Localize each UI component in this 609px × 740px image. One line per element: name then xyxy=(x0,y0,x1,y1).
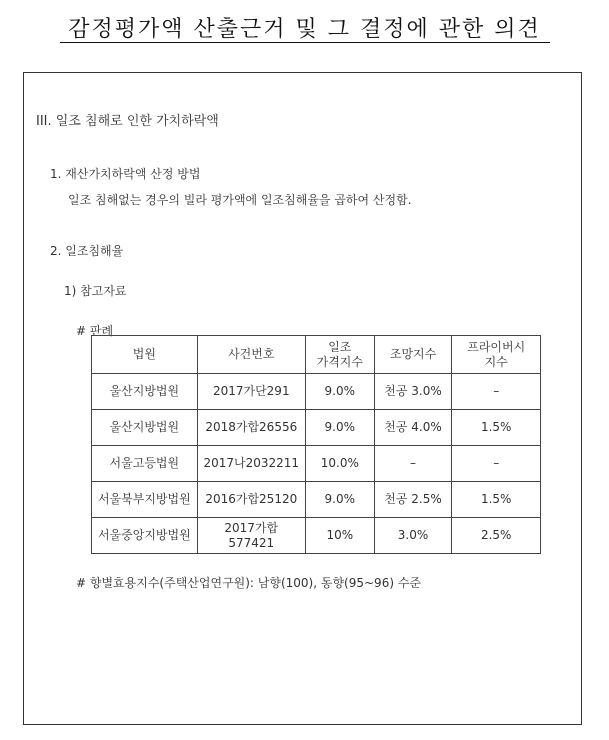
footnote: # 향별효용지수(주택산업연구원): 남향(100), 동향(95~96) 수준 xyxy=(76,576,422,590)
table-row xyxy=(92,446,541,482)
document-title: 감정평가액 산출근거 및 그 결정에 관한 의견 xyxy=(68,17,541,42)
cell-privacy-index: – xyxy=(452,446,541,482)
cell-court: 울산지방법원 xyxy=(92,410,198,446)
title-underline xyxy=(60,42,550,43)
cell-view-index: 천공 3.0% xyxy=(374,374,452,410)
cell-privacy-index: – xyxy=(452,374,541,410)
cell-court: 서울중앙지방법원 xyxy=(92,518,198,554)
cell-sunlight-index: 10% xyxy=(305,518,374,554)
cell-court: 서울고등법원 xyxy=(92,446,198,482)
subsection-1-body: 일조 침해없는 경우의 빌라 평가액에 일조침해율을 곱하여 산정함. xyxy=(68,193,412,207)
cell-case-number: 2018가합26556 xyxy=(197,410,305,446)
cell-case-number: 2017나2032211 xyxy=(197,446,305,482)
cell-privacy-index: 1.5% xyxy=(452,482,541,518)
cell-sunlight-index: 9.0% xyxy=(305,374,374,410)
cell-privacy-index: 1.5% xyxy=(452,410,541,446)
header-view-index: 조망지수 xyxy=(374,336,452,374)
cases-label: # 판례 xyxy=(76,324,114,338)
case-table xyxy=(91,335,541,554)
cell-court: 서울북부지방법원 xyxy=(92,482,198,518)
cell-case-number: 2017가합577421 xyxy=(197,518,305,554)
header-court: 법원 xyxy=(92,336,198,374)
table-row xyxy=(92,374,541,410)
cell-case-number: 2017가단291 xyxy=(197,374,305,410)
table-row xyxy=(92,482,541,518)
reference-heading: 1) 참고자료 xyxy=(64,284,127,298)
header-sunlight-index: 일조 가격지수 xyxy=(305,336,374,374)
cell-case-number: 2016가합25120 xyxy=(197,482,305,518)
subsection-2-heading: 2. 일조침해율 xyxy=(50,244,124,258)
cell-view-index: 천공 2.5% xyxy=(374,482,452,518)
cell-view-index: 천공 4.0% xyxy=(374,410,452,446)
cell-view-index: – xyxy=(374,446,452,482)
table-row xyxy=(92,518,541,554)
table-row xyxy=(92,410,541,446)
cell-view-index: 3.0% xyxy=(374,518,452,554)
cell-court: 울산지방법원 xyxy=(92,374,198,410)
cell-privacy-index: 2.5% xyxy=(452,518,541,554)
header-privacy-index: 프라이버시 지수 xyxy=(452,336,541,374)
header-case-number: 사건번호 xyxy=(197,336,305,374)
cell-sunlight-index: 10.0% xyxy=(305,446,374,482)
section-heading: III. 일조 침해로 인한 가치하락액 xyxy=(36,114,219,129)
cell-sunlight-index: 9.0% xyxy=(305,410,374,446)
cell-sunlight-index: 9.0% xyxy=(305,482,374,518)
subsection-1-heading: 1. 재산가치하락액 산정 방법 xyxy=(50,167,201,181)
table-header-row xyxy=(92,336,541,374)
